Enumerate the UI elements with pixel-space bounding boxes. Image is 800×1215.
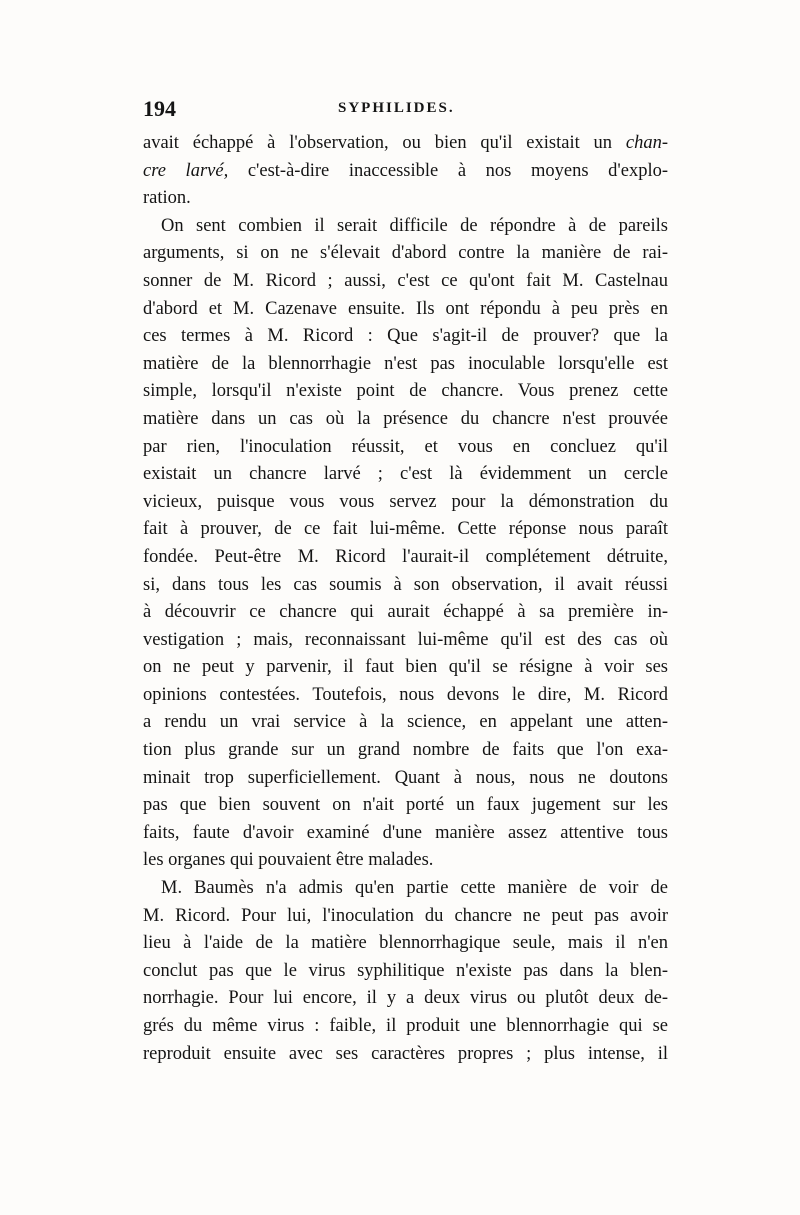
paragraph-start-line: M. Baumès n'a admis qu'en partie cette manière de voir de xyxy=(161,878,668,899)
text-line: grés du même virus : faible, il produit une blennorrhagie qui se xyxy=(143,1016,668,1036)
text-line: faits, faute d'avoir examiné d'une manière assez attentive tous xyxy=(143,822,668,843)
text-line: reproduit ensuite avec ses caractères propres ; plus intense, il xyxy=(143,1043,668,1064)
text-line: lieu à l'aide de la matière blennorrhagique seule, mais il n'en xyxy=(143,933,668,954)
text-line: arguments, si on ne s'élevait d'abord contre la manière de rai- xyxy=(143,243,668,264)
text-line: si, dans tous les cas soumis à son observation, il avait réussi xyxy=(143,574,668,595)
text-line: a rendu un vrai service à la science, en appelant une atten- xyxy=(143,712,668,733)
text-line: on ne peut y parvenir, il faut bien qu'il se résigne à voir ses xyxy=(143,657,668,678)
text-line: tion plus grande sur un grand nombre de faits que l'on exa- xyxy=(143,740,668,761)
text-line: vicieux, puisque vous vous servez pour la démonstration du xyxy=(143,491,668,512)
text-line: matière de la blennorrhagie n'est pas inoculable lorsqu'elle est xyxy=(143,353,668,374)
text-line: à découvrir ce chancre qui aurait échappé à sa première in- xyxy=(143,602,668,623)
text-line: ration. xyxy=(143,188,191,209)
text-line: pas que bien souvent on n'ait porté un faux jugement sur les xyxy=(143,795,668,816)
running-head xyxy=(143,96,668,126)
text-line: norrhagie. Pour lui encore, il y a deux virus ou plutôt deux de- xyxy=(143,988,668,1009)
text-line: fait à prouver, de ce fait lui-même. Cette réponse nous paraît xyxy=(143,519,668,540)
text-line: M. Ricord. Pour lui, l'inoculation du chancre ne peut pas avoir xyxy=(143,905,668,926)
text-line: ces termes à M. Ricord : Que s'agit-il de prouver? que la xyxy=(143,326,668,347)
text-line: les organes qui pouvaient être malades. xyxy=(143,850,434,871)
text-line: existait un chancre larvé ; c'est là évidemment un cercle xyxy=(143,464,668,485)
running-title: SYPHILIDES. xyxy=(338,100,455,116)
text-line: fondée. Peut-être M. Ricord l'aurait-il complétement détruite, xyxy=(143,546,668,567)
text-line: sonner de M. Ricord ; aussi, c'est ce qu'ont fait M. Castelnau xyxy=(143,270,668,291)
text-line: minait trop superficiellement. Quant à nous, nous ne doutons xyxy=(143,767,668,788)
text-line: vestigation ; mais, reconnaissant lui-même qu'il est des cas où xyxy=(143,629,668,650)
text-line: opinions contestées. Toutefois, nous devons le dire, M. Ricord xyxy=(143,684,668,705)
text-line: d'abord et M. Cazenave ensuite. Ils ont répondu à peu près en xyxy=(143,298,668,319)
paragraph-start-line: On sent combien il serait difficile de répondre à de pareils xyxy=(161,215,668,236)
text-line: matière dans un cas où la présence du chancre n'est prouvée xyxy=(143,408,668,429)
page-number: 194 xyxy=(143,96,176,121)
body-text xyxy=(143,130,668,1068)
text-line: cre larvé, c'est-à-dire inaccessible à nos moyens d'explo- xyxy=(143,160,668,181)
text-line: avait échappé à l'observation, ou bien qu'il existait un chan- xyxy=(143,133,668,153)
text-line: conclut pas que le virus syphilitique n'existe pas dans la blen- xyxy=(143,960,668,981)
text-line: par rien, l'inoculation réussit, et vous en concluez qu'il xyxy=(143,436,668,457)
text-line: simple, lorsqu'il n'existe point de chancre. Vous prenez cette xyxy=(143,381,668,402)
